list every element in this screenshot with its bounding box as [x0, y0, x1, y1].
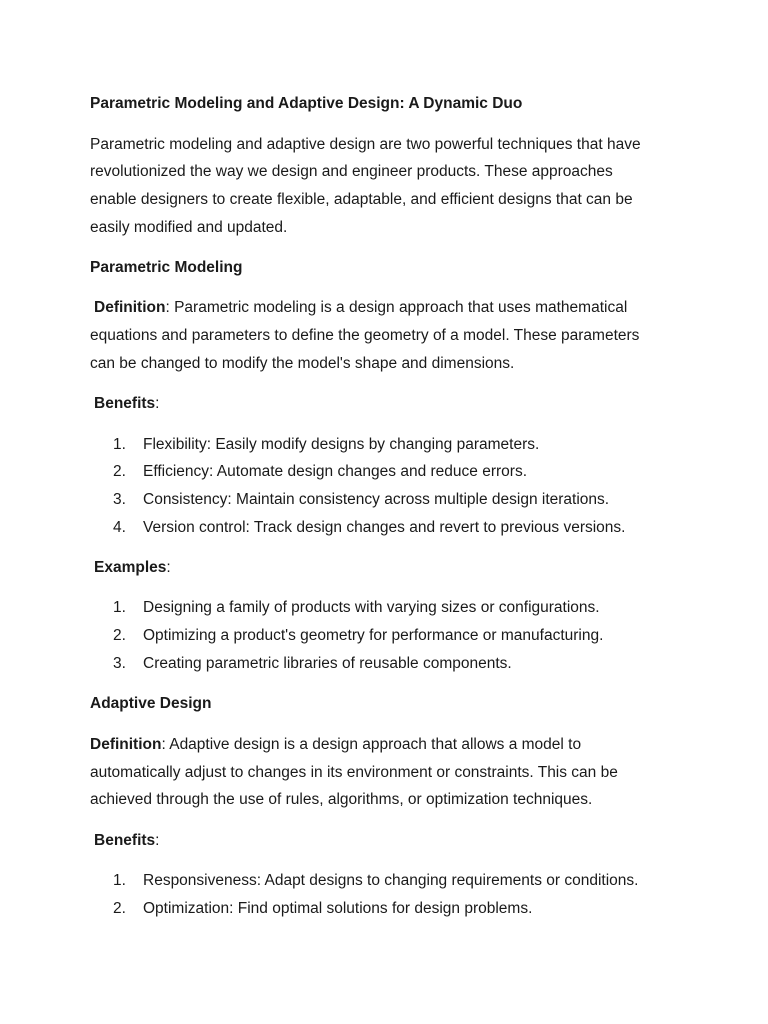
list-text: Optimization: Find optimal solutions for design problems. [143, 900, 533, 917]
list-number: 1. [113, 599, 126, 616]
adaptive-definition-line-2: automatically adjust to changes in its environment or constraints. This can be [90, 764, 618, 781]
intro-line-3: enable designers to create flexible, adaptable, and efficient designs that can be [90, 191, 633, 208]
list-text: Optimizing a product's geometry for performance or manufacturing. [143, 627, 604, 644]
parametric-definition-line-3: can be changed to modify the model's shape and dimensions. [90, 355, 515, 372]
adaptive-definition-line-1 [90, 735, 581, 755]
list-text: Creating parametric libraries of reusable components. [143, 655, 512, 672]
intro-line-4: easily modified and updated. [90, 219, 288, 236]
adaptive-benefits-label: Benefits [94, 832, 156, 849]
list-number: 1. [113, 872, 126, 889]
parametric-definition-line-1 [94, 298, 627, 318]
colon: : [155, 395, 160, 412]
list-number: 2. [113, 900, 126, 917]
list-text: Designing a family of products with varying sizes or configurations. [143, 599, 600, 616]
parametric-examples-label-line [94, 558, 171, 578]
adaptive-benefits-label-line [94, 831, 159, 851]
adaptive-heading: Adaptive Design [90, 695, 212, 712]
colon: : [166, 559, 171, 576]
list-text: Consistency: Maintain consistency across multiple design iterations. [143, 491, 610, 508]
list-number: 1. [113, 436, 126, 453]
list-text: Responsiveness: Adapt designs to changing requirements or conditions. [143, 872, 639, 889]
parametric-definition-label: Definition [94, 299, 166, 316]
list-number: 4. [113, 519, 126, 536]
list-number: 2. [113, 627, 126, 644]
adaptive-definition-line-3: achieved through the use of rules, algorithms, or optimization techniques. [90, 791, 593, 808]
parametric-benefits-label-line [94, 394, 159, 414]
parametric-heading: Parametric Modeling [90, 259, 243, 276]
list-text: Flexibility: Easily modify designs by changing parameters. [143, 436, 540, 453]
list-text: Efficiency: Automate design changes and reduce errors. [143, 463, 527, 480]
list-number: 3. [113, 491, 126, 508]
list-number: 2. [113, 463, 126, 480]
intro-line-2: revolutionized the way we design and engineer products. These approaches [90, 163, 613, 180]
colon: : [155, 832, 160, 849]
parametric-examples-label: Examples [94, 559, 167, 576]
adaptive-definition-text-1: : Adaptive design is a design approach that allows a model to [161, 736, 582, 753]
parametric-definition-line-2: equations and parameters to define the geometry of a model. These parameters [90, 327, 640, 344]
list-text: Version control: Track design changes and revert to previous versions. [143, 519, 626, 536]
intro-line-1: Parametric modeling and adaptive design are two powerful techniques that have [90, 136, 641, 153]
parametric-definition-text-1: : Parametric modeling is a design approach that uses mathematical [165, 299, 628, 316]
parametric-benefits-label: Benefits [94, 395, 156, 412]
document-title: Parametric Modeling and Adaptive Design: A Dynamic Duo [90, 95, 523, 112]
list-number: 3. [113, 655, 126, 672]
adaptive-definition-label: Definition [90, 736, 162, 753]
